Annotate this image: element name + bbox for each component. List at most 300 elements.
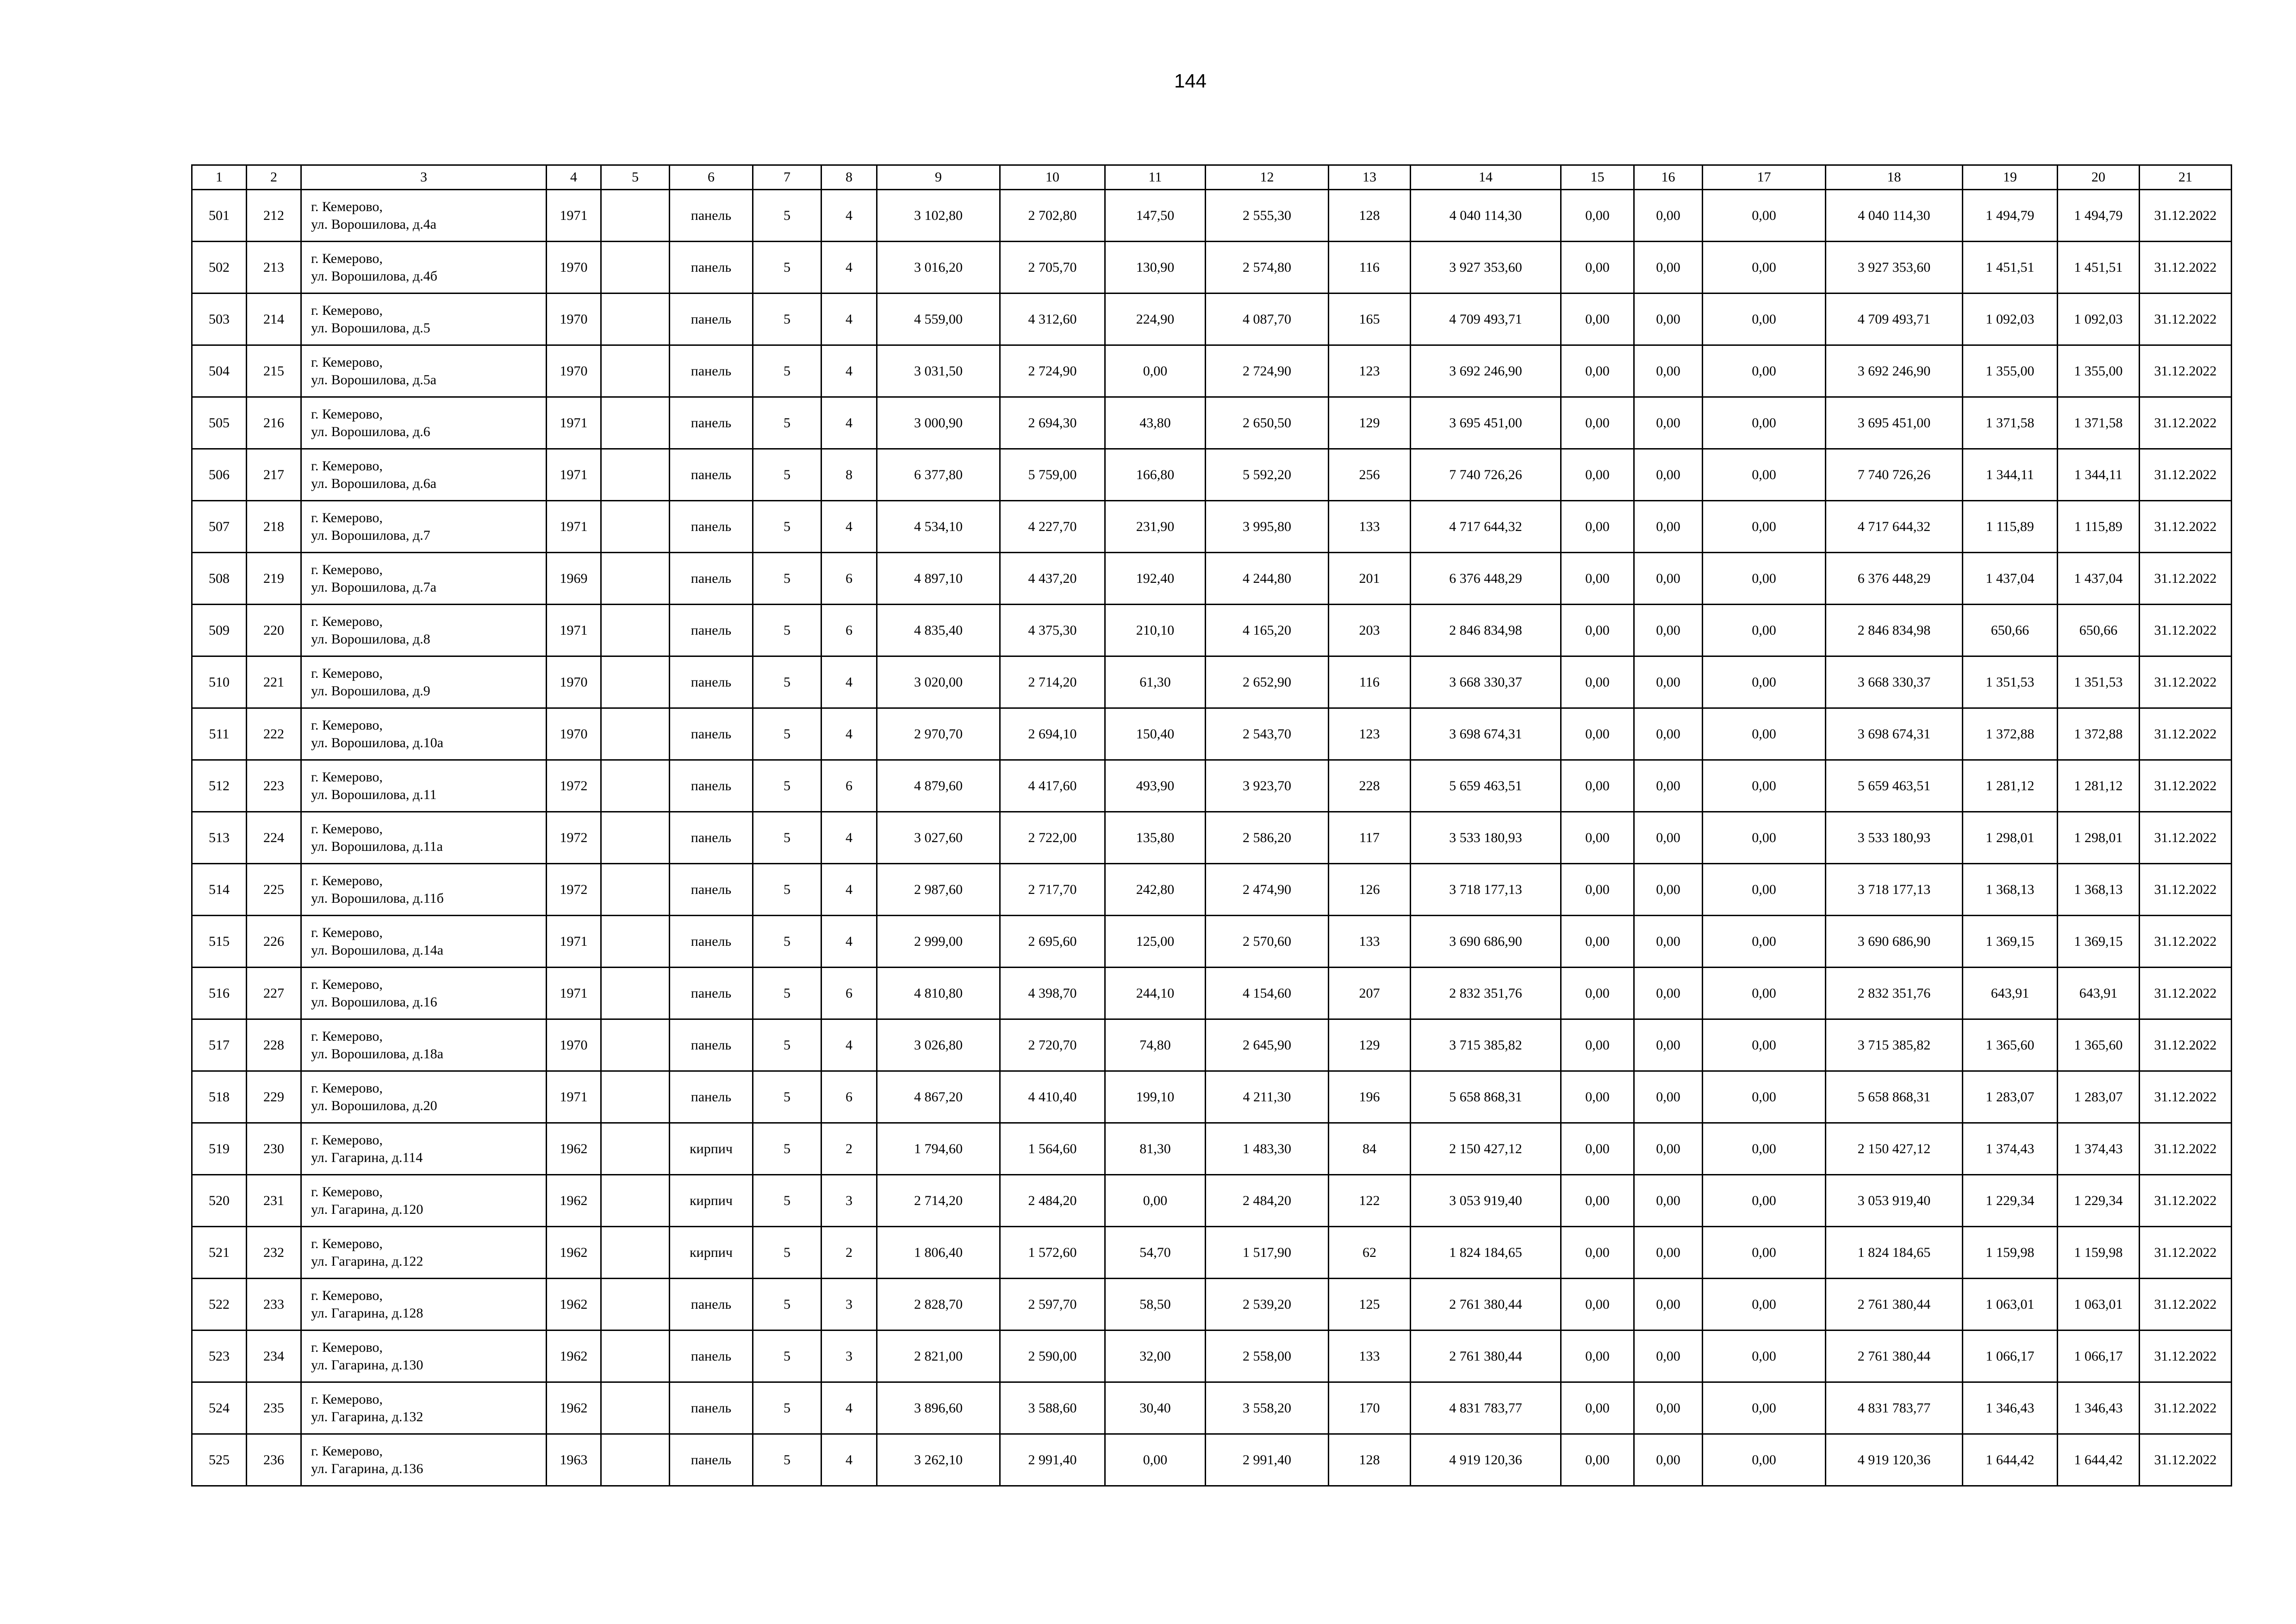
cell-col-4: 1970 xyxy=(547,708,601,760)
cell-col-8: 8 xyxy=(821,449,877,501)
cell-col-2: 233 xyxy=(247,1279,301,1330)
register-table xyxy=(191,164,2232,1487)
cell-col-14: 2 761 380,44 xyxy=(1411,1279,1561,1330)
address-city: г. Кемерово, xyxy=(311,1391,383,1407)
cell-col-15: 0,00 xyxy=(1561,242,1634,294)
cell-col-13: 84 xyxy=(1329,1123,1411,1175)
cell-col-14: 6 376 448,29 xyxy=(1411,553,1561,605)
cell-col-5 xyxy=(601,1279,670,1330)
cell-col-13: 126 xyxy=(1329,864,1411,916)
cell-col-15: 0,00 xyxy=(1561,1434,1634,1486)
cell-col-1: 501 xyxy=(192,190,247,242)
cell-col-14: 7 740 726,26 xyxy=(1411,449,1561,501)
table-row xyxy=(192,190,2232,242)
address-city: г. Кемерово, xyxy=(311,1287,383,1303)
cell-col-15: 0,00 xyxy=(1561,708,1634,760)
cell-col-9: 3 016,20 xyxy=(877,242,1000,294)
cell-col-8: 3 xyxy=(821,1330,877,1382)
cell-col-20: 1 115,89 xyxy=(2058,501,2140,553)
address-city: г. Кемерово, xyxy=(311,1339,383,1355)
cell-col-9: 4 897,10 xyxy=(877,553,1000,605)
cell-col-19: 1 092,03 xyxy=(1963,294,2058,345)
cell-col-17: 0,00 xyxy=(1703,708,1826,760)
cell-col-7: 5 xyxy=(753,345,821,397)
cell-col-6: кирпич xyxy=(670,1227,753,1279)
cell-col-12: 2 586,20 xyxy=(1206,812,1329,864)
table-row xyxy=(192,449,2232,501)
cell-col-12: 2 645,90 xyxy=(1206,1019,1329,1071)
cell-col-12: 4 244,80 xyxy=(1206,553,1329,605)
cell-address xyxy=(301,708,547,760)
cell-col-4: 1962 xyxy=(547,1175,601,1227)
cell-col-1: 505 xyxy=(192,397,247,449)
cell-col-4: 1962 xyxy=(547,1123,601,1175)
cell-col-11: 125,00 xyxy=(1105,916,1206,968)
cell-col-13: 122 xyxy=(1329,1175,1411,1227)
cell-col-7: 5 xyxy=(753,242,821,294)
cell-col-18: 3 698 674,31 xyxy=(1826,708,1963,760)
cell-col-19: 1 159,98 xyxy=(1963,1227,2058,1279)
cell-col-13: 196 xyxy=(1329,1071,1411,1123)
cell-col-6: панель xyxy=(670,708,753,760)
cell-col-10: 2 597,70 xyxy=(1000,1279,1105,1330)
cell-col-12: 2 543,70 xyxy=(1206,708,1329,760)
cell-col-13: 207 xyxy=(1329,968,1411,1019)
cell-col-1: 516 xyxy=(192,968,247,1019)
cell-col-4: 1970 xyxy=(547,242,601,294)
cell-col-17: 0,00 xyxy=(1703,190,1826,242)
cell-col-5 xyxy=(601,294,670,345)
cell-col-9: 3 102,80 xyxy=(877,190,1000,242)
cell-col-18: 3 715 385,82 xyxy=(1826,1019,1963,1071)
cell-col-1: 504 xyxy=(192,345,247,397)
cell-col-10: 2 484,20 xyxy=(1000,1175,1105,1227)
address-city: г. Кемерово, xyxy=(311,769,383,785)
cell-address xyxy=(301,1019,547,1071)
cell-col-7: 5 xyxy=(753,605,821,656)
address-city: г. Кемерово, xyxy=(311,406,383,422)
cell-col-8: 6 xyxy=(821,605,877,656)
cell-col-5 xyxy=(601,553,670,605)
cell-col-17: 0,00 xyxy=(1703,760,1826,812)
cell-col-19: 1 369,15 xyxy=(1963,916,2058,968)
column-header-3: 3 xyxy=(301,165,547,190)
cell-col-7: 5 xyxy=(753,708,821,760)
cell-col-7: 5 xyxy=(753,656,821,708)
cell-col-6: панель xyxy=(670,864,753,916)
cell-col-15: 0,00 xyxy=(1561,760,1634,812)
column-header-13: 13 xyxy=(1329,165,1411,190)
address-city: г. Кемерово, xyxy=(311,665,383,681)
address-city: г. Кемерово, xyxy=(311,510,383,525)
cell-col-19: 1 644,42 xyxy=(1963,1434,2058,1486)
cell-col-17: 0,00 xyxy=(1703,605,1826,656)
cell-col-16: 0,00 xyxy=(1634,1279,1703,1330)
cell-col-8: 4 xyxy=(821,1434,877,1486)
cell-col-8: 2 xyxy=(821,1123,877,1175)
cell-col-18: 3 695 451,00 xyxy=(1826,397,1963,449)
cell-col-19: 1 344,11 xyxy=(1963,449,2058,501)
cell-col-2: 223 xyxy=(247,760,301,812)
cell-col-10: 4 375,30 xyxy=(1000,605,1105,656)
table-row xyxy=(192,1123,2232,1175)
cell-col-18: 4 709 493,71 xyxy=(1826,294,1963,345)
cell-col-16: 0,00 xyxy=(1634,1071,1703,1123)
cell-col-21: 31.12.2022 xyxy=(2140,1434,2232,1486)
cell-col-14: 5 659 463,51 xyxy=(1411,760,1561,812)
table-row xyxy=(192,968,2232,1019)
cell-col-4: 1970 xyxy=(547,1019,601,1071)
cell-col-18: 2 761 380,44 xyxy=(1826,1279,1963,1330)
cell-col-17: 0,00 xyxy=(1703,501,1826,553)
cell-col-1: 503 xyxy=(192,294,247,345)
cell-col-18: 7 740 726,26 xyxy=(1826,449,1963,501)
column-header-11: 11 xyxy=(1105,165,1206,190)
cell-col-5 xyxy=(601,656,670,708)
cell-col-17: 0,00 xyxy=(1703,397,1826,449)
cell-col-6: панель xyxy=(670,345,753,397)
cell-col-10: 1 564,60 xyxy=(1000,1123,1105,1175)
cell-col-13: 133 xyxy=(1329,501,1411,553)
cell-col-12: 2 574,80 xyxy=(1206,242,1329,294)
address-street: ул. Ворошилова, д.7а xyxy=(311,579,436,595)
column-header-17: 17 xyxy=(1703,165,1826,190)
cell-col-20: 1 346,43 xyxy=(2058,1382,2140,1434)
cell-col-5 xyxy=(601,1227,670,1279)
cell-col-9: 2 828,70 xyxy=(877,1279,1000,1330)
address-street: ул. Ворошилова, д.4б xyxy=(311,268,437,284)
cell-col-9: 3 027,60 xyxy=(877,812,1000,864)
cell-col-8: 4 xyxy=(821,916,877,968)
column-header-16: 16 xyxy=(1634,165,1703,190)
address-street: ул. Ворошилова, д.7 xyxy=(311,527,430,543)
cell-col-11: 210,10 xyxy=(1105,605,1206,656)
address-street: ул. Гагарина, д.136 xyxy=(311,1461,423,1476)
cell-col-7: 5 xyxy=(753,294,821,345)
address-street: ул. Гагарина, д.120 xyxy=(311,1201,423,1217)
cell-col-11: 493,90 xyxy=(1105,760,1206,812)
cell-col-19: 650,66 xyxy=(1963,605,2058,656)
address-street: ул. Ворошилова, д.4а xyxy=(311,216,436,232)
cell-col-11: 43,80 xyxy=(1105,397,1206,449)
cell-col-7: 5 xyxy=(753,1019,821,1071)
column-header-7: 7 xyxy=(753,165,821,190)
cell-col-14: 3 698 674,31 xyxy=(1411,708,1561,760)
address-street: ул. Гагарина, д.128 xyxy=(311,1305,423,1321)
cell-col-21: 31.12.2022 xyxy=(2140,708,2232,760)
cell-col-13: 116 xyxy=(1329,242,1411,294)
cell-col-20: 1 369,15 xyxy=(2058,916,2140,968)
cell-col-18: 1 824 184,65 xyxy=(1826,1227,1963,1279)
cell-col-21: 31.12.2022 xyxy=(2140,1175,2232,1227)
cell-col-4: 1972 xyxy=(547,864,601,916)
cell-col-2: 231 xyxy=(247,1175,301,1227)
column-header-8: 8 xyxy=(821,165,877,190)
cell-col-9: 3 000,90 xyxy=(877,397,1000,449)
cell-col-20: 1 494,79 xyxy=(2058,190,2140,242)
cell-col-5 xyxy=(601,916,670,968)
cell-col-5 xyxy=(601,501,670,553)
cell-col-10: 2 722,00 xyxy=(1000,812,1105,864)
cell-col-18: 2 832 351,76 xyxy=(1826,968,1963,1019)
cell-address xyxy=(301,1123,547,1175)
cell-col-6: панель xyxy=(670,916,753,968)
cell-col-9: 3 020,00 xyxy=(877,656,1000,708)
cell-col-12: 4 165,20 xyxy=(1206,605,1329,656)
cell-col-15: 0,00 xyxy=(1561,968,1634,1019)
cell-col-8: 3 xyxy=(821,1279,877,1330)
cell-col-8: 6 xyxy=(821,1071,877,1123)
cell-col-6: панель xyxy=(670,605,753,656)
cell-col-9: 3 896,60 xyxy=(877,1382,1000,1434)
cell-col-2: 213 xyxy=(247,242,301,294)
cell-col-18: 2 150 427,12 xyxy=(1826,1123,1963,1175)
cell-col-16: 0,00 xyxy=(1634,1175,1703,1227)
cell-col-10: 5 759,00 xyxy=(1000,449,1105,501)
cell-col-11: 135,80 xyxy=(1105,812,1206,864)
cell-col-6: кирпич xyxy=(670,1123,753,1175)
column-number-row xyxy=(192,165,2232,190)
address-city: г. Кемерово, xyxy=(311,1443,383,1459)
cell-col-1: 519 xyxy=(192,1123,247,1175)
column-header-21: 21 xyxy=(2140,165,2232,190)
cell-col-14: 3 692 246,90 xyxy=(1411,345,1561,397)
cell-col-14: 2 832 351,76 xyxy=(1411,968,1561,1019)
cell-col-12: 5 592,20 xyxy=(1206,449,1329,501)
address-city: г. Кемерово, xyxy=(311,976,383,992)
cell-col-6: панель xyxy=(670,812,753,864)
cell-col-14: 3 927 353,60 xyxy=(1411,242,1561,294)
cell-col-10: 2 724,90 xyxy=(1000,345,1105,397)
cell-col-7: 5 xyxy=(753,449,821,501)
cell-col-15: 0,00 xyxy=(1561,449,1634,501)
cell-col-10: 4 398,70 xyxy=(1000,968,1105,1019)
address-city: г. Кемерово, xyxy=(311,562,383,577)
cell-col-15: 0,00 xyxy=(1561,1227,1634,1279)
address-street: ул. Гагарина, д.132 xyxy=(311,1409,423,1424)
cell-col-13: 129 xyxy=(1329,397,1411,449)
cell-col-16: 0,00 xyxy=(1634,812,1703,864)
cell-col-12: 1 483,30 xyxy=(1206,1123,1329,1175)
cell-col-9: 3 031,50 xyxy=(877,345,1000,397)
cell-col-2: 215 xyxy=(247,345,301,397)
cell-col-9: 4 835,40 xyxy=(877,605,1000,656)
cell-col-5 xyxy=(601,760,670,812)
cell-col-10: 4 417,60 xyxy=(1000,760,1105,812)
cell-col-9: 4 879,60 xyxy=(877,760,1000,812)
cell-col-17: 0,00 xyxy=(1703,916,1826,968)
cell-col-12: 2 724,90 xyxy=(1206,345,1329,397)
cell-col-19: 1 281,12 xyxy=(1963,760,2058,812)
cell-col-4: 1971 xyxy=(547,605,601,656)
cell-col-6: панель xyxy=(670,190,753,242)
cell-col-4: 1970 xyxy=(547,345,601,397)
cell-col-2: 234 xyxy=(247,1330,301,1382)
cell-col-13: 256 xyxy=(1329,449,1411,501)
cell-col-10: 4 410,40 xyxy=(1000,1071,1105,1123)
cell-col-13: 228 xyxy=(1329,760,1411,812)
cell-col-21: 31.12.2022 xyxy=(2140,1071,2232,1123)
cell-col-4: 1962 xyxy=(547,1382,601,1434)
cell-col-6: панель xyxy=(670,553,753,605)
cell-col-20: 643,91 xyxy=(2058,968,2140,1019)
cell-col-10: 2 694,10 xyxy=(1000,708,1105,760)
cell-col-20: 1 159,98 xyxy=(2058,1227,2140,1279)
table-row xyxy=(192,553,2232,605)
cell-col-7: 5 xyxy=(753,1382,821,1434)
cell-col-7: 5 xyxy=(753,1175,821,1227)
address-city: г. Кемерово, xyxy=(311,924,383,940)
cell-col-10: 2 720,70 xyxy=(1000,1019,1105,1071)
cell-col-2: 221 xyxy=(247,656,301,708)
cell-col-21: 31.12.2022 xyxy=(2140,968,2232,1019)
cell-address xyxy=(301,1227,547,1279)
cell-col-10: 2 702,80 xyxy=(1000,190,1105,242)
cell-col-17: 0,00 xyxy=(1703,345,1826,397)
cell-col-7: 5 xyxy=(753,1279,821,1330)
address-street: ул. Ворошилова, д.6а xyxy=(311,475,436,491)
cell-col-11: 231,90 xyxy=(1105,501,1206,553)
cell-col-6: панель xyxy=(670,1434,753,1486)
cell-col-12: 4 087,70 xyxy=(1206,294,1329,345)
cell-col-20: 1 451,51 xyxy=(2058,242,2140,294)
table-row xyxy=(192,812,2232,864)
cell-col-21: 31.12.2022 xyxy=(2140,1382,2232,1434)
cell-col-10: 2 714,20 xyxy=(1000,656,1105,708)
cell-col-10: 1 572,60 xyxy=(1000,1227,1105,1279)
table-row xyxy=(192,1071,2232,1123)
cell-col-14: 3 718 177,13 xyxy=(1411,864,1561,916)
cell-col-7: 5 xyxy=(753,1123,821,1175)
cell-col-14: 4 717 644,32 xyxy=(1411,501,1561,553)
cell-col-16: 0,00 xyxy=(1634,1382,1703,1434)
cell-col-10: 3 588,60 xyxy=(1000,1382,1105,1434)
cell-col-18: 4 717 644,32 xyxy=(1826,501,1963,553)
cell-col-16: 0,00 xyxy=(1634,345,1703,397)
cell-col-10: 2 590,00 xyxy=(1000,1330,1105,1382)
cell-col-19: 1 115,89 xyxy=(1963,501,2058,553)
table-row xyxy=(192,1382,2232,1434)
table-row xyxy=(192,1175,2232,1227)
cell-col-2: 225 xyxy=(247,864,301,916)
cell-address xyxy=(301,345,547,397)
address-city: г. Кемерово, xyxy=(311,717,383,733)
cell-col-12: 2 652,90 xyxy=(1206,656,1329,708)
address-street: ул. Ворошилова, д.9 xyxy=(311,683,430,699)
cell-col-14: 3 533 180,93 xyxy=(1411,812,1561,864)
cell-col-5 xyxy=(601,345,670,397)
cell-col-13: 133 xyxy=(1329,1330,1411,1382)
cell-address xyxy=(301,812,547,864)
cell-col-17: 0,00 xyxy=(1703,864,1826,916)
cell-col-17: 0,00 xyxy=(1703,656,1826,708)
cell-col-8: 6 xyxy=(821,760,877,812)
cell-col-13: 123 xyxy=(1329,345,1411,397)
cell-col-19: 1 365,60 xyxy=(1963,1019,2058,1071)
cell-col-4: 1963 xyxy=(547,1434,601,1486)
cell-col-21: 31.12.2022 xyxy=(2140,1279,2232,1330)
cell-col-4: 1972 xyxy=(547,812,601,864)
cell-col-20: 1 092,03 xyxy=(2058,294,2140,345)
cell-col-21: 31.12.2022 xyxy=(2140,760,2232,812)
cell-col-16: 0,00 xyxy=(1634,1123,1703,1175)
cell-col-5 xyxy=(601,1019,670,1071)
cell-col-9: 4 559,00 xyxy=(877,294,1000,345)
cell-col-1: 517 xyxy=(192,1019,247,1071)
cell-col-2: 232 xyxy=(247,1227,301,1279)
cell-col-7: 5 xyxy=(753,1227,821,1279)
cell-col-1: 515 xyxy=(192,916,247,968)
cell-col-6: панель xyxy=(670,1019,753,1071)
cell-col-19: 1 229,34 xyxy=(1963,1175,2058,1227)
cell-col-4: 1970 xyxy=(547,656,601,708)
cell-col-21: 31.12.2022 xyxy=(2140,916,2232,968)
cell-col-21: 31.12.2022 xyxy=(2140,1330,2232,1382)
cell-address xyxy=(301,1175,547,1227)
cell-col-5 xyxy=(601,864,670,916)
cell-col-8: 6 xyxy=(821,968,877,1019)
cell-col-5 xyxy=(601,1330,670,1382)
cell-col-9: 2 999,00 xyxy=(877,916,1000,968)
cell-col-16: 0,00 xyxy=(1634,1434,1703,1486)
cell-col-10: 4 312,60 xyxy=(1000,294,1105,345)
cell-address xyxy=(301,294,547,345)
cell-col-21: 31.12.2022 xyxy=(2140,345,2232,397)
cell-col-9: 1 806,40 xyxy=(877,1227,1000,1279)
cell-col-1: 522 xyxy=(192,1279,247,1330)
cell-col-17: 0,00 xyxy=(1703,812,1826,864)
cell-col-19: 1 066,17 xyxy=(1963,1330,2058,1382)
cell-col-7: 5 xyxy=(753,864,821,916)
cell-col-18: 2 846 834,98 xyxy=(1826,605,1963,656)
cell-col-20: 1 365,60 xyxy=(2058,1019,2140,1071)
cell-col-9: 3 262,10 xyxy=(877,1434,1000,1486)
cell-col-16: 0,00 xyxy=(1634,656,1703,708)
cell-col-13: 128 xyxy=(1329,1434,1411,1486)
address-city: г. Кемерово, xyxy=(311,1028,383,1044)
cell-col-8: 6 xyxy=(821,553,877,605)
column-header-18: 18 xyxy=(1826,165,1963,190)
cell-col-4: 1962 xyxy=(547,1279,601,1330)
cell-col-15: 0,00 xyxy=(1561,812,1634,864)
cell-col-15: 0,00 xyxy=(1561,190,1634,242)
table-row xyxy=(192,1227,2232,1279)
address-street: ул. Гагарина, д.122 xyxy=(311,1253,423,1269)
cell-col-8: 4 xyxy=(821,656,877,708)
address-city: г. Кемерово, xyxy=(311,613,383,629)
cell-col-5 xyxy=(601,190,670,242)
address-street: ул. Гагарина, д.114 xyxy=(311,1149,423,1165)
address-street: ул. Ворошилова, д.18а xyxy=(311,1046,443,1062)
cell-col-2: 220 xyxy=(247,605,301,656)
cell-col-18: 2 761 380,44 xyxy=(1826,1330,1963,1382)
table-row xyxy=(192,397,2232,449)
cell-col-11: 150,40 xyxy=(1105,708,1206,760)
cell-col-6: панель xyxy=(670,501,753,553)
cell-col-5 xyxy=(601,397,670,449)
cell-col-5 xyxy=(601,1175,670,1227)
address-street: ул. Ворошилова, д.11б xyxy=(311,890,444,906)
cell-col-11: 61,30 xyxy=(1105,656,1206,708)
cell-col-19: 1 368,13 xyxy=(1963,864,2058,916)
cell-col-2: 224 xyxy=(247,812,301,864)
cell-col-21: 31.12.2022 xyxy=(2140,812,2232,864)
cell-col-17: 0,00 xyxy=(1703,294,1826,345)
cell-col-4: 1971 xyxy=(547,1071,601,1123)
cell-col-14: 3 668 330,37 xyxy=(1411,656,1561,708)
cell-col-16: 0,00 xyxy=(1634,916,1703,968)
cell-address xyxy=(301,553,547,605)
